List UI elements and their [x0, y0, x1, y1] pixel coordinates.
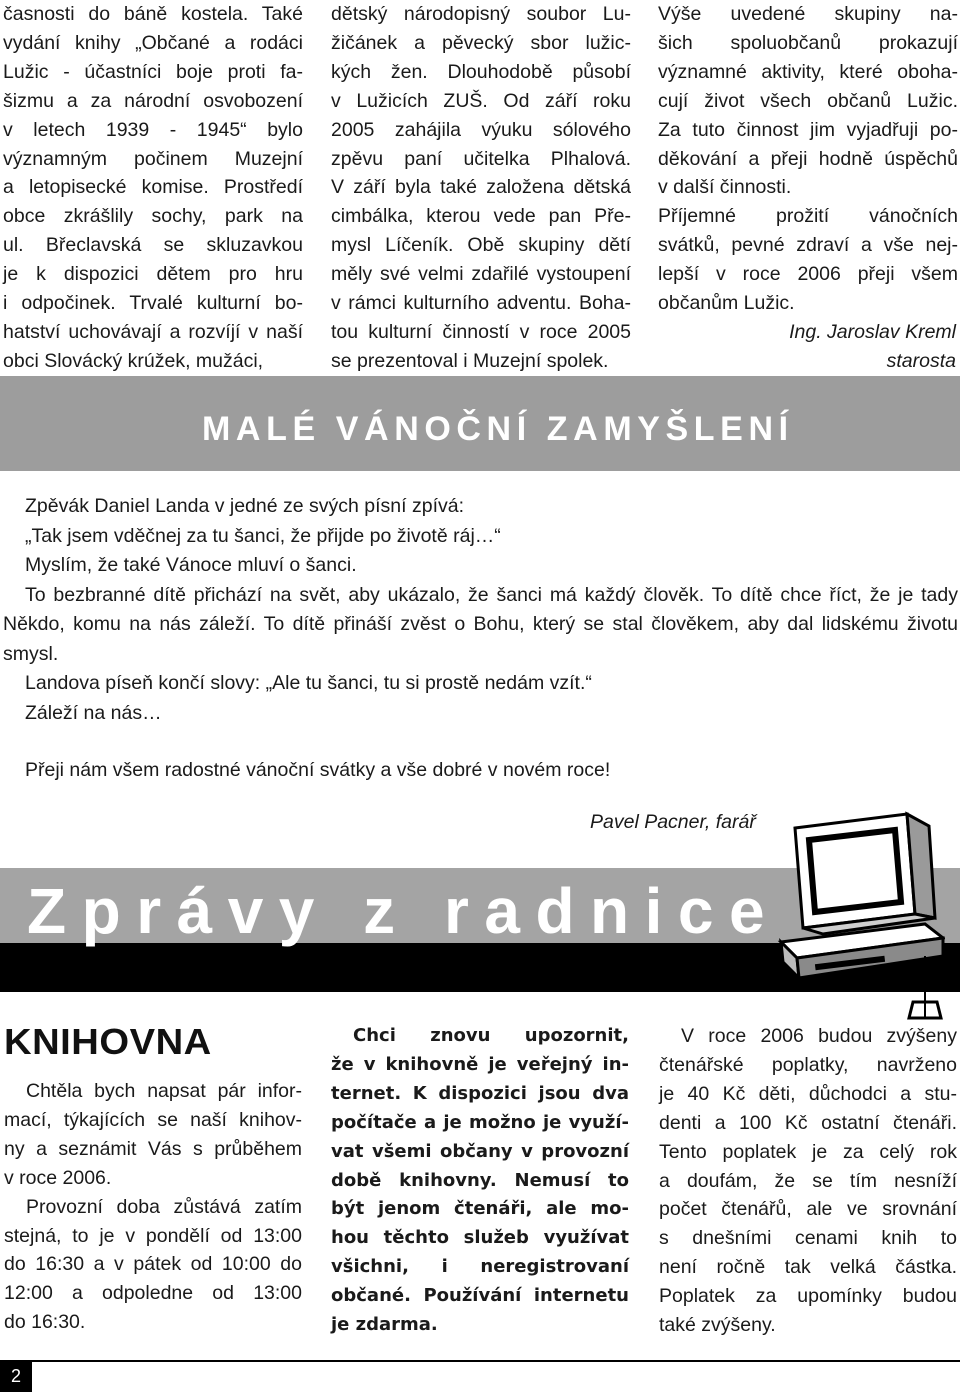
- text-line: Lužic - účastníci boje proti fa-: [3, 60, 303, 83]
- mayor-role: starosta: [886, 349, 956, 372]
- text-line: ny a seznámit Vás s průběhem: [4, 1137, 302, 1160]
- text-line: lepší v roce 2006 přeji všem: [658, 263, 958, 286]
- text-line: tou kulturní činností v roce 2005: [331, 320, 631, 343]
- meditation-line: Záleží na nás…: [25, 701, 162, 724]
- text-line: také zvýšeny.: [659, 1314, 776, 1337]
- text-line: mací, týkajících se naší knihov-: [4, 1108, 302, 1131]
- meditation-line: „Tak jsem vděčnej za tu šanci, že přijde po životě ráj…“: [25, 524, 501, 547]
- text-line: Za tuto činnost jim vyjadřuji po-: [658, 118, 958, 141]
- text-line: šizmu a za národní osvobození: [3, 89, 303, 112]
- text-line: dětský národopisný soubor Lu-: [331, 3, 631, 25]
- text-line: kých žen. Dlouhodobě působí: [331, 60, 631, 83]
- text-line: vat všemi občany v provozní: [331, 1140, 629, 1162]
- text-line: v Lužicích ZUŠ. Od září roku: [331, 89, 631, 112]
- page-number: 2: [0, 1360, 32, 1392]
- text-line: s dnešními cenami knih to: [659, 1227, 957, 1250]
- meditation-line: Zpěvák Daniel Landa v jedné ze svých písní zpívá:: [25, 495, 464, 517]
- text-line: čtenářské poplatky, navrženo: [659, 1053, 957, 1076]
- news-heading: Zprávy z radnice: [27, 875, 781, 947]
- text-line: časnosti do báně kostela. Také: [3, 3, 303, 25]
- text-line: Chci znovu upozornit,: [353, 1025, 629, 1046]
- text-line: cimbálka, kterou vede pan Pře-: [331, 205, 631, 228]
- meditation-paragraph: To bezbranné dítě přichází na svět, aby ukázalo, že šanci má každý člověk. To dítě chce říct, že je tady Někdo, komu na nás záleží. To dítě přináší zvěst o Bohu, který se stal člověkem, aby dal lidskému životu smysl.: [3, 583, 958, 665]
- text-line: šich spoluobčanů prokazují: [658, 31, 958, 54]
- text-line: mysl Líčeník. Obě skupiny dětí: [331, 234, 631, 257]
- text-line: žičánek a pěvecký sbor lužic-: [331, 31, 631, 54]
- text-line: je zdarma.: [331, 1314, 438, 1336]
- text-line: Poplatek za upomínky budou: [659, 1285, 957, 1308]
- text-line: Tento poplatek je za celý rok: [659, 1140, 957, 1163]
- text-line: počet čtenářů, ale ve srovnání: [659, 1198, 957, 1221]
- top-column-2: [331, 0, 631, 376]
- text-line: občané. Používání internetu: [331, 1285, 629, 1307]
- text-line: děkování a přeji hodně úspěchů: [658, 147, 958, 170]
- text-line: v roce 2006.: [4, 1166, 112, 1189]
- text-line: stejná, to je v pondělí od 13:00: [4, 1224, 302, 1247]
- text-line: Provozní doba zůstává zatím: [26, 1195, 302, 1218]
- text-line: všichni, i neregistrovaní: [331, 1256, 629, 1278]
- meditation-article: [3, 492, 958, 837]
- text-line: být jenom čtenáři, ale mo-: [331, 1198, 629, 1220]
- text-line: občanům Lužic.: [658, 292, 795, 315]
- text-line: zpěvu paní učitelka Plhalová.: [331, 147, 631, 170]
- meditation-line: Myslím, že také Vánoce mluví o šanci.: [25, 554, 357, 576]
- text-line: obce zkrášlily sochy, park na: [3, 205, 303, 228]
- library-column-3: [659, 1022, 957, 1340]
- text-line: do 16:30.: [4, 1311, 86, 1334]
- text-line: do 16:30 a v pátek od 10:00 do: [4, 1253, 302, 1276]
- text-line: ternet. K dispozici jsou dva: [331, 1082, 629, 1104]
- library-heading: KNIHOVNA: [4, 1021, 212, 1062]
- text-line: významné aktivity, které oboha-: [658, 60, 958, 83]
- text-line: ul. Břeclavská se skluzavkou: [3, 234, 303, 257]
- meditation-wish: Přeji nám všem radostné vánoční svátky a vše dobré v novém roce!: [25, 759, 611, 781]
- text-line: se prezentoval i Muzejní spolek.: [331, 349, 609, 372]
- library-column-2: [331, 1022, 629, 1340]
- text-line: Chtěla bych napsat pár infor-: [26, 1080, 302, 1102]
- text-line: významným počinem Muzejní: [3, 147, 303, 170]
- text-line: V září byla také založena dětská: [331, 176, 631, 199]
- text-line: je k dispozici dětem pro hru: [3, 263, 303, 286]
- text-line: obci Slovácký krúžek, mužáci,: [3, 349, 264, 372]
- text-line: je 40 Kč děti, důchodci a stu-: [659, 1082, 957, 1105]
- text-line: a doufám, že se tím nesníží: [659, 1169, 957, 1192]
- text-line: vydání knihy „Občané a rodáci: [3, 31, 303, 54]
- meditation-heading-band: [0, 376, 960, 471]
- text-line: Příjemné prožití vánočních: [658, 205, 958, 228]
- text-line: měly své velmi zdařilé vystoupení: [331, 263, 631, 286]
- text-line: V roce 2006 budou zvýšeny: [681, 1025, 957, 1047]
- text-line: denti a 100 Kč ostatní čtenáři.: [659, 1111, 957, 1134]
- text-line: i odpočinek. Trvalé kulturní bo-: [3, 292, 303, 315]
- text-line: 2005 zahájila výuku sólového: [331, 118, 631, 141]
- computer-icon: [775, 806, 945, 1022]
- meditation-author: Pavel Pacner, farář: [590, 810, 756, 833]
- text-line: není ročně tak velká částka.: [659, 1256, 957, 1279]
- text-line: že v knihovně je veřejný in-: [331, 1053, 629, 1075]
- meditation-line: Landova píseň končí slovy: „Ale tu šanci, tu si prostě nedám vzít.“: [25, 672, 592, 694]
- text-line: v rámci kulturního adventu. Boha-: [331, 292, 631, 315]
- meditation-heading: MALÉ VÁNOČNÍ ZAMYŠLENÍ: [202, 410, 794, 448]
- text-line: Výše uvedené skupiny na-: [658, 3, 958, 25]
- bottom-rule: [0, 1360, 960, 1362]
- library-column-1: [4, 1077, 302, 1337]
- text-line: hou těchto služeb využívat: [331, 1227, 629, 1249]
- mayor-name: Ing. Jaroslav Kreml: [789, 320, 956, 343]
- text-line: v další činnosti.: [658, 176, 792, 199]
- text-line: svátků, pevné zdraví a vše nej-: [658, 234, 958, 257]
- top-column-1: [3, 0, 303, 376]
- text-line: hatství uchovávají a rozvíjí v naší: [3, 320, 303, 343]
- text-line: 12:00 a odpoledne od 13:00: [4, 1282, 302, 1305]
- text-line: v letech 1939 - 1945“ bylo: [3, 118, 303, 141]
- text-line: a letopisecké komise. Prostředí: [3, 176, 303, 199]
- text-line: době knihovny. Nemusí to: [331, 1169, 629, 1191]
- text-line: počítače a je možno je využí-: [331, 1111, 629, 1133]
- text-line: cují život všech občanů Lužic.: [658, 89, 958, 112]
- top-column-3: [658, 0, 958, 376]
